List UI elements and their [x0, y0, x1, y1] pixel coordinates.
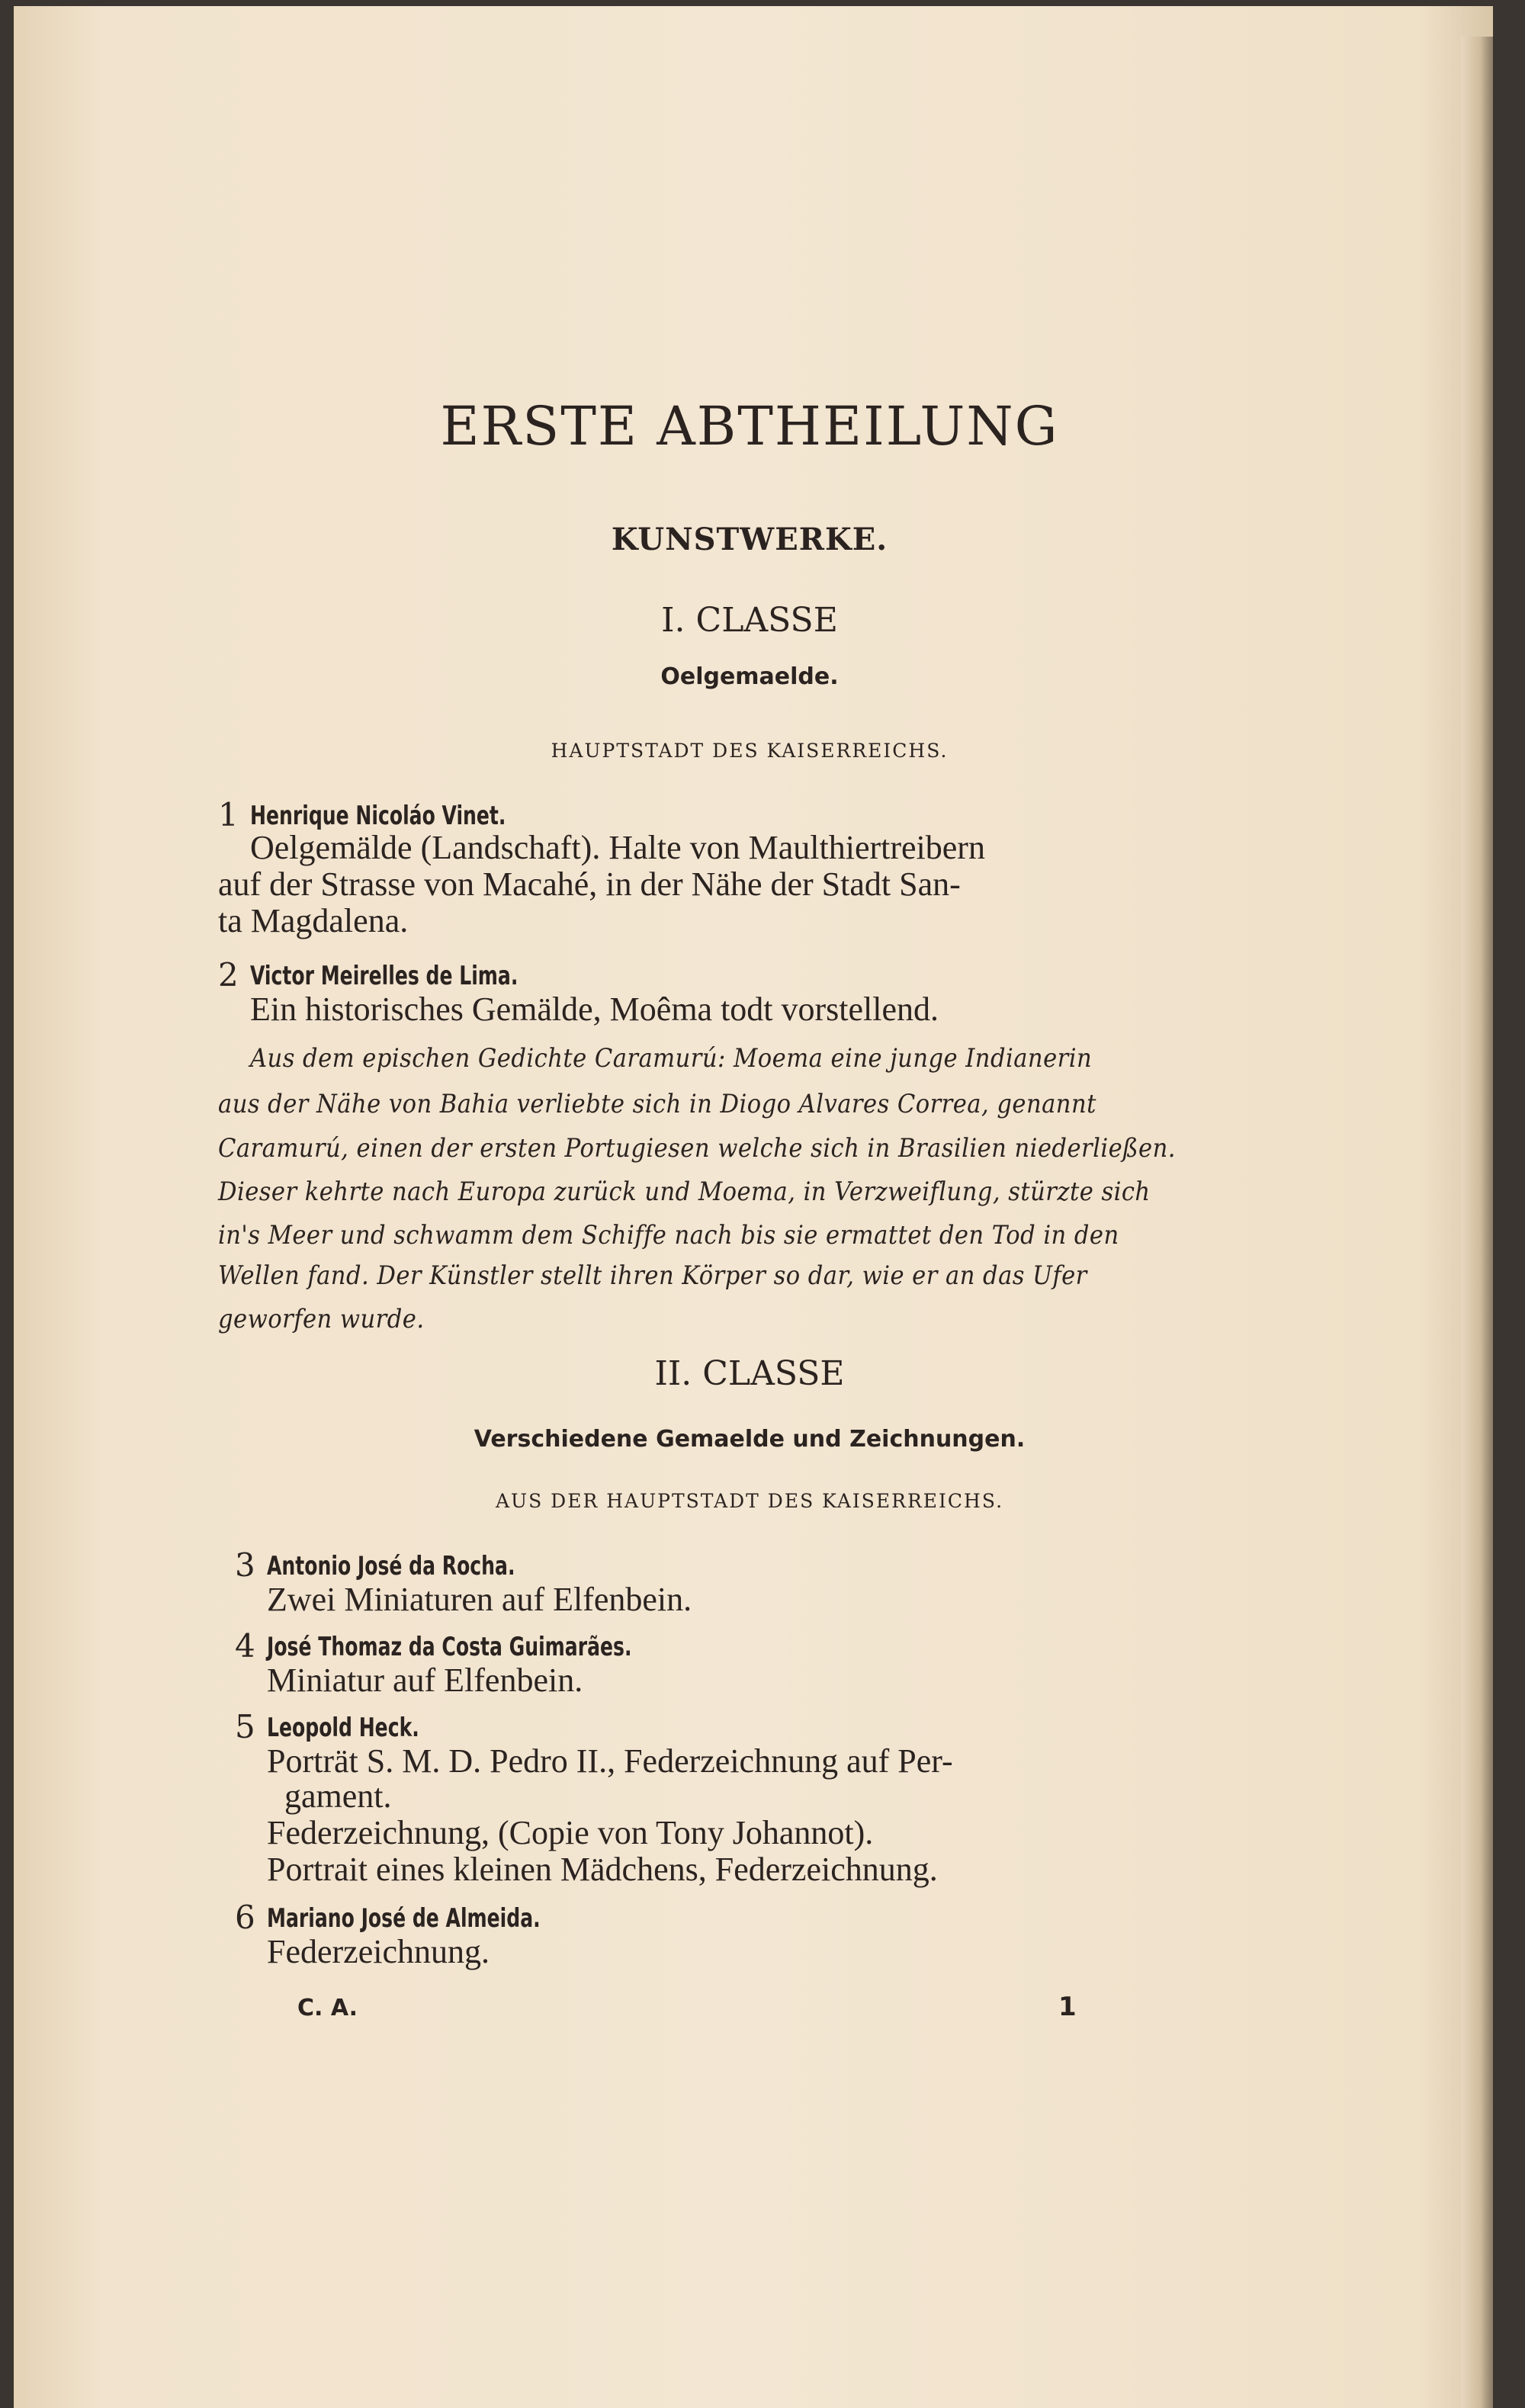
class-1-title: I. CLASSE — [661, 601, 838, 640]
class-2-title: II. CLASSE — [654, 1354, 845, 1393]
note-line: Aus dem epischen Gedichte Caramurú: Moema eine junge Indianerin — [250, 1043, 1093, 1074]
entry-artist: Henrique Nicoláo Vinet. — [250, 801, 506, 831]
printer-signature: C. A. — [297, 1995, 358, 2021]
note-line: Dieser kehrte nach Europa zurück und Moema, in Verzweiflung, stürzte sich — [218, 1177, 1151, 1207]
page-edge — [1461, 37, 1493, 2408]
entry-line: gament. — [284, 1777, 392, 1815]
book-page — [14, 6, 1493, 2408]
entry-line: Oelgemälde (Landschaft). Halte von Maulthiertreibern — [250, 829, 985, 866]
entry-line: Ein historisches Gemälde, Moêma todt vorstellend. — [250, 990, 939, 1028]
entry-line: Miniatur auf Elfenbein. — [267, 1662, 583, 1699]
entry-line: Zwei Miniaturen auf Elfenbein. — [267, 1581, 692, 1618]
entry-line: Federzeichnung. — [267, 1933, 490, 1970]
entry-artist: Antonio José da Rocha. — [267, 1551, 515, 1581]
entry-number: 6 — [235, 1899, 255, 1936]
note-line: aus der Nähe von Bahia verliebte sich in Diogo Alvares Correa, genannt — [218, 1089, 1096, 1119]
entry-line: Portrait eines kleinen Mädchens, Federzeichnung. — [267, 1851, 938, 1888]
class-2-subtitle: Verschiedene Gemaelde und Zeichnungen. — [474, 1426, 1026, 1453]
entry-line: Porträt S. M. D. Pedro II., Federzeichnung auf Per- — [267, 1742, 953, 1780]
entry-number: 1 — [218, 796, 239, 833]
class-1-region: HAUPTSTADT DES KAISERREICHS. — [551, 740, 949, 762]
note-line: Caramurú, einen der ersten Portugiesen welche sich in Brasilien niederließen. — [218, 1133, 1176, 1164]
entry-number: 2 — [218, 956, 239, 994]
note-line: in's Meer und schwamm dem Schiffe nach bis sie ermattet den Tod in den — [218, 1220, 1119, 1251]
entry-line: Federzeichnung, (Copie von Tony Johannot). — [267, 1814, 874, 1851]
note-line: geworfen wurde. — [218, 1304, 425, 1334]
entry-number: 3 — [235, 1546, 255, 1584]
class-1-subtitle: Oelgemaelde. — [660, 663, 839, 690]
entry-artist: Leopold Heck. — [267, 1713, 419, 1743]
section-subheading: KUNSTWERKE. — [611, 522, 888, 557]
entry-line: auf der Strasse von Macahé, in der Nähe der Stadt San- — [218, 865, 961, 903]
section-heading: ERSTE ABTHEILUNG — [440, 395, 1059, 458]
entry-artist: José Thomaz da Costa Guimarães. — [267, 1632, 632, 1662]
note-line: Wellen fand. Der Künstler stellt ihren Körper so dar, wie er an das Ufer — [218, 1260, 1087, 1291]
entry-number: 5 — [235, 1708, 255, 1745]
class-2-region: AUS DER HAUPTSTADT DES KAISERREICHS. — [495, 1490, 1004, 1512]
page-number: 1 — [1058, 1992, 1077, 2022]
entry-number: 4 — [235, 1627, 255, 1665]
entry-artist: Victor Meirelles de Lima. — [250, 961, 518, 991]
entry-artist: Mariano José de Almeida. — [267, 1903, 541, 1934]
entry-line: ta Magdalena. — [218, 902, 409, 939]
